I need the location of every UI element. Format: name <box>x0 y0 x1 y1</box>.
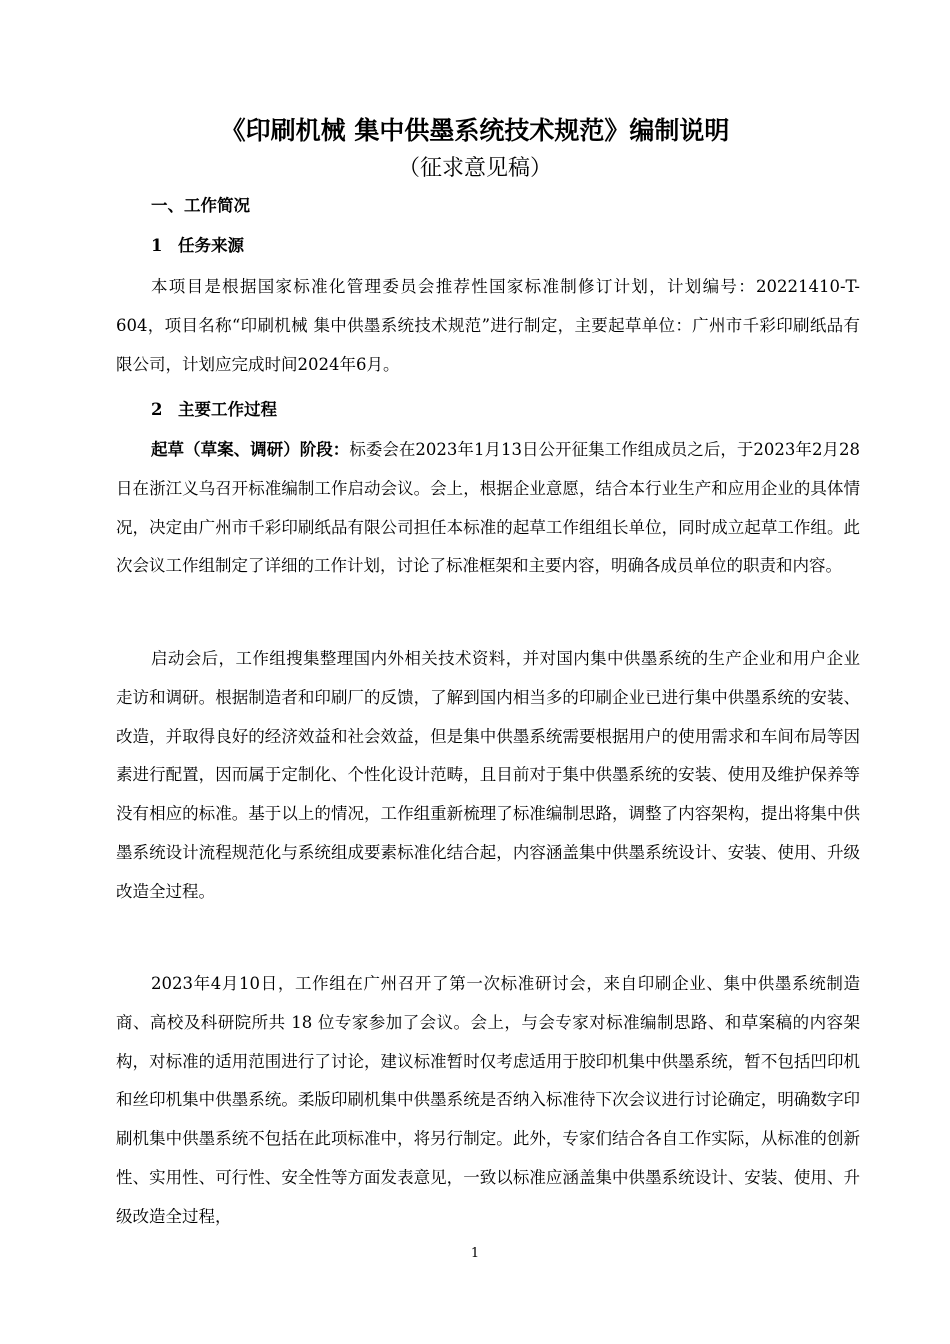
paragraph-drafting-stage <box>116 431 860 586</box>
subsection-heading-work-process <box>151 396 277 424</box>
subsection-title: 主要工作过程 <box>178 400 277 419</box>
subsection-number: 2 <box>151 400 163 419</box>
section-heading-overview: 一、工作简况 <box>151 196 250 215</box>
paragraph-task-source: 本项目是根据国家标准化管理委员会推荐性国家标准制修订计划，计划编号：20221410-T-604，项目名称“印刷机械 集中供墨系统技术规范”进行制定，主要起草单位：广州市千彩印刷纸品有限公司，计划应完成时间2024年6月。 <box>116 277 860 374</box>
paragraph-body: 标委会在2023年1月13日公开征集工作组成员之后，于2023年2月28日在浙江义乌召开标准编制工作启动会议。会上，根据企业意愿，结合本行业生产和应用企业的具体情况，决定由广州市千彩印刷纸品有限公司担任本标准的起草工作组组长单位，同时成立起草工作组。此次会议工作组制定了详细的工作计划，讨论了标准框架和主要内容，明确各成员单位的职责和内容。 <box>116 440 860 576</box>
document-title: 《印刷机械 集中供墨系统技术规范》编制说明 <box>220 116 730 145</box>
paragraph-first-seminar: 2023年4月10日，工作组在广州召开了第一次标准研讨会，来自印刷企业、集中供墨系统制造商、高校及科研院所共 18 位专家参加了会议。会上，与会专家对标准编制思路、和草案稿的内容架构，对标准的适用范围进行了讨论，建议标准暂时仅考虑适用于胶印机集中供墨系统，暂不包括凹印机和丝印机集中供墨系统。柔版印刷机集中供墨系统是否纳入标准待下次会议进行讨论确定，明确数字印刷机集中供墨系统不包括在此项标准中，将另行制定。此外，专家们结合各自工作实际，从标准的创新性、实用性、可行性、安全性等方面发表意见，一致以标准应涵盖集中供墨系统设计、安装、使用、升级改造全过程， <box>116 974 860 1226</box>
subsection-heading-task-source <box>151 232 244 260</box>
subsection-number: 1 <box>151 236 163 255</box>
paragraph-lead: 起草（草案、调研）阶段： <box>151 440 350 459</box>
subsection-title: 任务来源 <box>178 236 244 255</box>
document-subtitle: （征求意见稿） <box>397 156 552 181</box>
page-number: 1 <box>470 1246 480 1261</box>
paragraph-after-kickoff: 启动会后，工作组搜集整理国内外相关技术资料，并对国内集中供墨系统的生产企业和用户企业走访和调研。根据制造者和印刷厂的反馈，了解到国内相当多的印刷企业已进行集中供墨系统的安装、改造，并取得良好的经济效益和社会效益，但是集中供墨系统需要根据用户的使用需求和车间布局等因素进行配置，因而属于定制化、个性化设计范畴，且目前对于集中供墨系统的安装、使用及维护保养等没有相应的标准。基于以上的情况，工作组重新梳理了标准编制思路，调整了内容架构，提出将集中供墨系统设计流程规范化与系统组成要素标准化结合起，内容涵盖集中供墨系统设计、安装、使用、升级改造全过程。 <box>116 649 860 901</box>
